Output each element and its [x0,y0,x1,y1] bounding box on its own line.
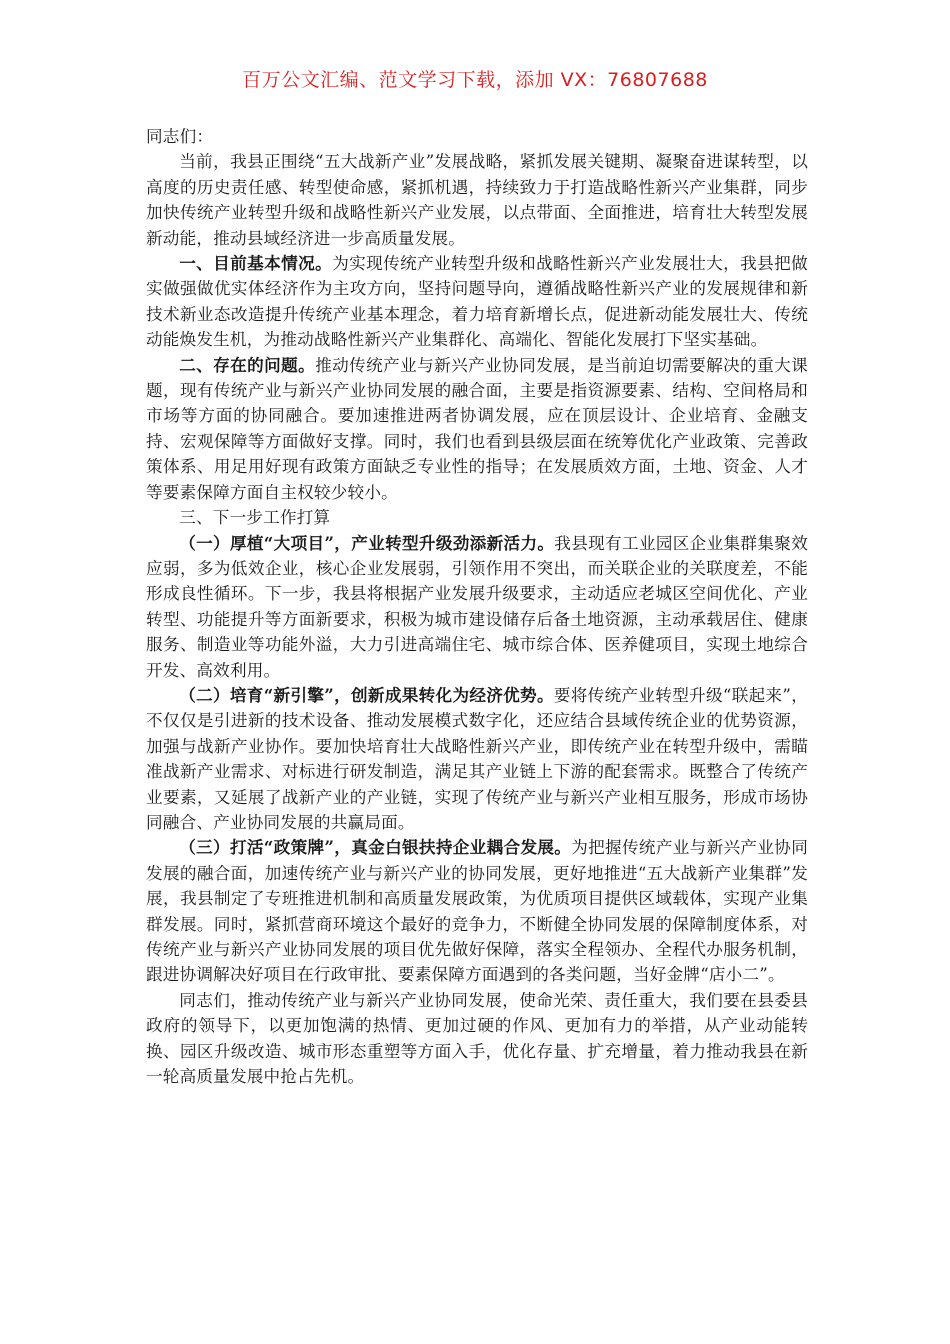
section-3-item-3-heading: （三）打活“政策牌”，真金白银扶持企业耦合发展。 [179,837,572,858]
section-3-item-2-heading: （二）培育“新引擎”，创新成果转化为经济优势。 [179,684,554,705]
section-3-heading: 三、下一步工作打算 [179,508,331,528]
section-3-item-3-body: 为把握传统产业与新兴产业协同发展的融合面，加速传统产业与新兴产业的协同发展，更好地推进“五大战新产业集群”发展，我县制定了专班推进机制和高质量发展政策，为优质项目提供区域载体，实现产业集群发展。同时，紧抓营商环境这个最好的竞争力，不断健全协同发展的保障制度体系，对传统产业与新兴产业协同发展的项目优先做好保障，落实全程领办、全程代办服务机制，跟进协调解决好项目在行政审批、要素保障方面遇到的各类问题，当好金牌“店小二”。 [146,838,808,985]
section-3-item-2-paragraph [146,683,808,835]
section-1-body: 为实现传统产业转型升级和战略性新兴产业发展壮大，我县把做实做强做优实体经济作为主攻方向，坚持问题导向，遵循战略性新兴产业的发展规律和新技术新业态改造提升传统产业基本理念，着力培育新增长点，促进新动能发展壮大、传统动能焕发生机，为推动战略性新兴产业集群化、高端化、智能化发展打下坚实基础。 [146,254,808,350]
section-2-heading: 二、存在的问题。 [179,354,316,375]
section-3-item-1-paragraph [146,531,808,683]
salutation: 同志们： [146,127,214,146]
document-body [146,124,808,1089]
section-1-heading: 一、目前基本情况。 [179,253,333,274]
section-3-item-3-paragraph [146,835,808,987]
section-2-paragraph [146,353,808,505]
header-banner: 百万公文汇编、范文学习下载，添加 VX：76807688 [242,69,708,91]
intro-paragraph: 当前，我县正围绕“五大战新产业”发展战略，紧抓发展关键期、凝聚奋进谋转型，以高度的历史责任感、转型使命感，紧抓机遇，持续致力于打造战略性新兴产业集群，同步加快传统产业转型升级和战略性新兴产业发展，以点带面、全面推进，培育壮大转型发展新动能，推动县域经济进一步高质量发展。 [146,152,808,248]
section-3-item-2-body: 要将传统产业转型升级“联起来”，不仅仅是引进新的技术设备、推动发展模式数字化，还应结合县域传统企业的优势资源，加强与战新产业协作。要加快培育壮大战略性新兴产业，即传统产业在转型升级中，需瞄准战新产业需求、对标进行研发制造，满足其产业链上下游的配套需求。既整合了传统产业要素，又延展了战新产业的产业链，实现了传统产业与新兴产业相互服务，形成市场协同融合、产业协同发展的共赢局面。 [146,685,808,832]
section-1-paragraph [146,251,808,353]
section-2-body: 推动传统产业与新兴产业协同发展，是当前迫切需要解决的重大课题，现有传统产业与新兴产业协同发展的融合面，主要是指资源要素、结构、空间格局和市场等方面的协同融合。要加速推进两者协调发展，应在顶层设计、企业培育、金融支持、宏观保障等方面做好支撑。同时，我们也看到县级层面在统筹优化产业政策、完善政策体系、用足用好现有政策方面缺乏专业性的指导；在发展质效方面，土地、资金、人才等要素保障方面自主权较少较小。 [146,355,808,502]
closing-paragraph: 同志们，推动传统产业与新兴产业协同发展，使命光荣、责任重大，我们要在县委县政府的领导下，以更加饱满的热情、更加过硬的作风、更加有力的举措，从产业动能转换、园区升级改造、城市形态重塑等方面入手，优化存量、扩充增量，着力推动我县在新一轮高质量发展中抢占先机。 [146,990,808,1087]
section-3-item-1-heading: （一）厚植“大项目”，产业转型升级劲添新活力。 [179,532,555,553]
section-3-item-1-body: 我县现有工业园区企业集群集聚效应弱，多为低效企业，核心企业发展弱，引领作用不突出，而关联企业的关联度差，不能形成良性循环。下一步，我县将根据产业发展升级要求，主动适应老城区空间优化、产业转型、功能提升等方面新要求，积极为城市建设储存后备土地资源，主动承载居住、健康服务、制造业等功能外溢，大力引进高端住宅、城市综合体、医养健项目，实现土地综合开发、高效利用。 [146,533,808,680]
